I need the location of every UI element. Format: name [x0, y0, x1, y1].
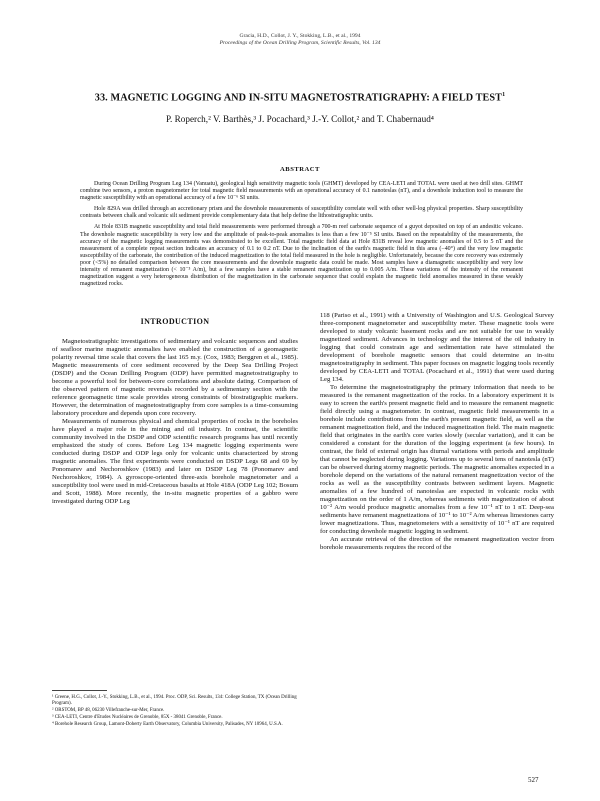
left-column — [52, 338, 298, 506]
abstract-paragraph: Hole 829A was drilled through an accretionary prism and the downhole measurements of susceptibility correlate well with other well-log physical properties. Sharp susceptibility contrasts between chalk and volcanic silt sediment provide complementary data that help define the lithostratigraphic units. — [80, 206, 523, 220]
abstract-heading: ABSTRACT — [280, 166, 320, 173]
footnotes — [52, 695, 298, 730]
footnote: ⁴ Borehole Research Group, Lamont-Doherty Earth Observatory, Columbia University, Palisades, NY 10964, U.S.A. — [52, 722, 283, 728]
paper-title — [40, 92, 560, 103]
abstract-body — [80, 181, 523, 292]
running-header — [0, 33, 600, 47]
right-column — [320, 312, 554, 552]
intro-paragraph: Measurements of numerous physical and chemical properties of rocks in the boreholes have played a major role in the mining and oil industry. In contrast, the scientific community involved in the DSDP and ODP scientific research programs has until recently emphasized the study of cores. Before Leg 134 magnetic logging experiments were conducted during DSDP and ODP legs only for volcanic units characterized by strong magnetic anomalies. The first experiments were conducted on DSDP Legs 68 and 69 by Ponomarev and Nechoroshkov (1983) and later on DSDP Leg 78 (Ponomarev and Nechoroshkov, 1984). A gyroscope-oriented three-axis borehole magnetometer and a susceptibility tool were used in mid-Cretaceous basalts at Hole 418A (ODP Leg 102; Bosum and Scott, 1988). More recently, the in-situ magnetic properties of a gabbro were investigated during ODP Leg — [52, 418, 298, 505]
footnote: ¹ Greene, H.G., Collot, J.-Y., Stokking, L.B., et al., 1994. Proc. ODP, Sci. Results, 134: College Station, TX (Ocean Drilling Program). — [52, 695, 297, 706]
paper-title-text: 33. MAGNETIC LOGGING AND IN-SITU MAGNETOSTRATIGRAPHY: A FIELD TEST — [94, 92, 503, 104]
intro-paragraph: To determine the magnetostratigraphy the primary information that needs to be measured is the remanent magnetization of the rocks. In a laboratory experiment it is easy to screen the earth's present magnetic field and to measure the remanent magnetic field directly using a magnetometer. In contrast, magnetic field measurements in a borehole include contributions from the earth's present magnetic field, as well as the remanent magnetization field, and the induced magnetization field. The main magnetic field that originates in the earth's core varies slowly (secular variation), and it can be considered a constant for the duration of the logging experiment (a few hours). In contrast, the field of external origin has diurnal variations with periods and amplitude that cannot be neglected during logging. Variations up to several tens of nanotesla (nT) can be observed during stormy magnetic periods. The magnetic anomalies expected in a borehole depend on the variations of the natural remanent magnetization vector of the rocks as well as the susceptibility contrasts between sediment layers. Magnetic anomalies of a few hundred of nanoteslas are expected in volcanic rocks with magnetization on the order of 1 A/m, whereas sediments with magnetization of about 10⁻² A/m would produce magnetic anomalies from a few 10⁻¹ nT to 1 nT. Deep-sea sediments have remanent magnetizations of 10⁻¹ to 10⁻² A/m whereas limestones carry lower magnetizations. Thus, magnetometers with a sensitivity of 10⁻¹ nT are required for conducting downhole magnetic logging in sediment. — [320, 384, 554, 535]
footnote-divider — [52, 690, 107, 691]
abstract-paragraph: During Ocean Drilling Program Leg 134 (Vanuatu), geological high sensitivity magnetic tools (GHMT) developed by CEA-LETI and TOTAL were used at two drill sites. GHMT combine two sensors, a proton magnetometer for total magnetic field measurements with an operational accuracy of 0.1 nanoteslas (nT), and a downhole induction tool to measure the magnetic susceptibility with an operational accuracy of a few 10⁻⁶ SI units. — [80, 181, 523, 202]
section-heading-introduction: INTRODUCTION — [140, 317, 210, 326]
footnote: ² ORSTOM, BP 48, 06230 Villefranche-sur-Mer, France. — [52, 707, 165, 713]
intro-paragraph: Magnetostratigraphic investigations of sedimentary and volcanic sequences and studies of seafloor marine magnetic anomalies have enabled the construction of a geomagnetic polarity reversal time scale that covers the last 165 m.y. (Cox, 1983; Berggren et al., 1985). Magnetic measurements of core sediment recovered by the Deep Sea Drilling Project (DSDP) and the Ocean Drilling Program (ODP) have permitted magnetostratigraphy to become a powerful tool for between-core correlations and absolute dating. Comparison of the observed pattern of magnetic reversals recorded by a sedimentary section with the reference geomagnetic time scale provides strong constraints of biostratigraphic markers. However, the determination of magnetostratigraphy from core samples is a time-consuming laboratory procedure and depends upon core recovery. — [52, 338, 298, 417]
footnote: ³ CEA-LETI, Centre d'Etudes Nucléaires de Grenoble, 85X - 38041 Grenoble, France. — [52, 715, 223, 721]
intro-paragraph: An accurate retrieval of the direction of the remanent magnetization vector from borehole measurements requires the record of the — [320, 536, 554, 551]
title-footnote-mark: 1 — [502, 92, 506, 98]
header-journal: Proceedings of the Ocean Drilling Program, Scientific Results, Vol. 134 — [219, 40, 381, 46]
header-citation: Gracia, H.D., Collot, J. Y., Stokking, L.B., et al., 1994 — [239, 33, 361, 39]
intro-paragraph: 118 (Pariso et al., 1991) with a University of Washington and U.S. Geological Survey three-component magnetometer and susceptibility meter. These magnetic tools were developed to study volcanic basement rocks and are not suitable for use in weakly magnetized sediment. Advances in technology and the interest of the oil industry in logging that could constrain age and sedimentation rate have stimulated the development of borehole magnetic sensors that could determine an in-situ magnetostratigraphy in sediment. This paper focuses on magnetic logging tools recently developed by CEA-LETI and TOTAL (Pocachard et al., 1991) that were used during Leg 134. — [320, 312, 554, 383]
abstract-paragraph: At Hole 831B magnetic susceptibility and total field measurements were performed through a 700-m reef carbonate sequence of a guyot deposited on top of an andesitic volcano. The downhole magnetic susceptibility is very low and the amplitude of peak-to-peak anomalies is less than a few 10⁻⁵ SI units. Based on the repeatability of the measurements, the accuracy of the magnetic logging measurements was demonstrated to be excellent. Total magnetic field data at Hole 831B reveal low magnetic anomalies of 0.5 to 5 nT and the measurement of a complete repeat section indicates an accuracy of 0.1 to 0.2 nT. Due to the inclination of the earth's magnetic field in this area (−40°) and the very low magnetic susceptibility of the carbonate, the contribution of the induced magnetization to the total field measured in the hole is negligible. Unfortunately, because the core recovery was extremely poor (<5%) no detailed comparison between the core measurements and the downhole magnetic data could be made. Most samples have a diamagnetic susceptibility and very low intensity of remanent magnetization (< 10⁻³ A/m), but a few samples have a stable remanent magnetization up to 0.005 A/m. These variations of the intensity of the remanent magnetization suggest a very heterogeneous distribution of the magnetization in the carbonate sequence that could explain the magnetic field anomalies measured in these weakly magnetized rocks. — [80, 224, 523, 288]
page-number: 527 — [528, 776, 539, 784]
author-list: P. Roperch,² V. Barthès,³ J. Pocachard,³ J.-Y. Collot,² and T. Chabernaud⁴ — [165, 114, 435, 124]
